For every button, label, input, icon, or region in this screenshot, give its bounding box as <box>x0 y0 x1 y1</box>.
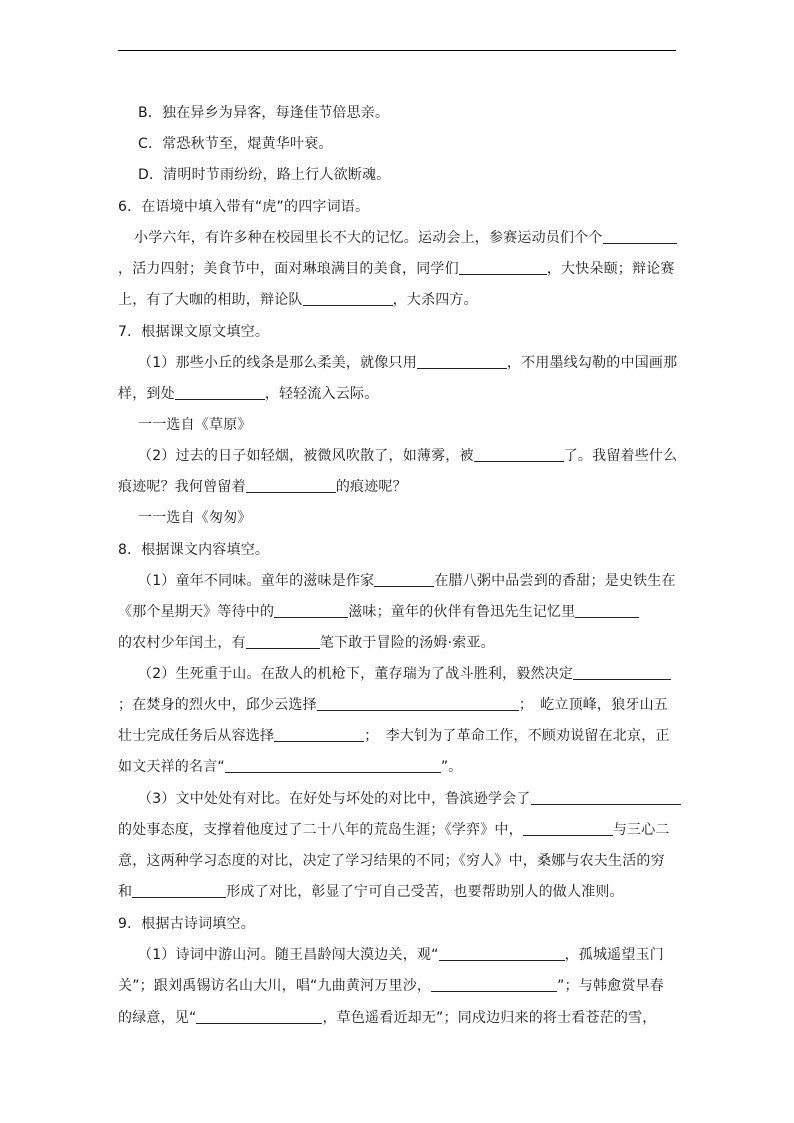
answer-blank[interactable] <box>474 447 564 462</box>
text: 的处事态度，支撑着他度过了二十八年的荒岛生涯；《学弈》中， <box>118 822 523 838</box>
header-rule <box>118 50 676 51</box>
question-9-line <box>118 976 664 996</box>
question-6-line <box>118 259 675 279</box>
text: ，草色遥看近却无”；同戍边归来的将士看苍茫的雪， <box>322 1010 657 1026</box>
answer-blank[interactable] <box>431 977 557 992</box>
text: ，轻轻流入云际。 <box>264 386 379 402</box>
answer-blank[interactable] <box>303 291 393 306</box>
question-8-title: 8．根据课文内容填空。 <box>118 542 270 558</box>
text: （1）诗词中游山河。随王昌龄闯大漠边关，观“ <box>138 947 439 963</box>
text: 笔下敢于冒险的汤姆·索亚。 <box>319 635 495 651</box>
question-9-line <box>118 1008 657 1028</box>
source-congcong: 一一选自《匆匆》 <box>138 510 252 526</box>
text: 在腊八粥中品尝到的香甜；是史铁生在 <box>434 573 676 589</box>
text: 如文天祥的名言“ <box>118 759 225 775</box>
question-8-line <box>138 664 671 684</box>
text: ，大杀四方。 <box>392 292 478 308</box>
question-8-line <box>118 633 495 653</box>
answer-blank[interactable] <box>523 821 613 836</box>
text: 形成了对比，彰显了宁可自己受苦，也要帮助别人的做人准则。 <box>226 884 624 900</box>
text: （2）生死重于山。在敌人的机枪下，董存瑞为了战斗胜利，毅然决定 <box>138 666 574 682</box>
text: ； 屹立顶峰，狼牙山五 <box>518 697 669 713</box>
text: ，孤城遥望玉门 <box>564 947 664 963</box>
question-8-line <box>138 789 681 809</box>
text: 与三心二 <box>612 822 670 838</box>
text: 的农村少年闰土，有 <box>118 635 246 651</box>
question-9-title: 9．根据古诗词填空。 <box>118 916 255 932</box>
answer-blank[interactable] <box>196 1009 322 1024</box>
text: ，不用墨线勾勒的中国画那 <box>506 355 678 371</box>
answer-blank[interactable] <box>573 665 671 680</box>
answer-blank[interactable] <box>439 946 565 961</box>
source-caoyuan: 一一选自《草原》 <box>138 417 252 433</box>
answer-blank[interactable] <box>374 572 434 587</box>
question-8-line <box>118 602 639 622</box>
question-7-line <box>138 446 677 466</box>
answer-blank[interactable] <box>317 696 519 711</box>
answer-blank[interactable] <box>225 758 441 773</box>
question-8-line: 意，这两种学习态度的对比，决定了学习结果的不同；《穷人》中，桑娜与农夫生活的穷 <box>118 853 665 869</box>
question-7-line <box>118 477 407 497</box>
answer-blank[interactable] <box>132 883 226 898</box>
answer-blank[interactable] <box>246 478 336 493</box>
text: 关”；跟刘禹锡访名山大川，唱“九曲黄河万里沙， <box>118 978 432 994</box>
question-8-line <box>118 695 668 715</box>
answer-blank[interactable] <box>175 385 265 400</box>
option-d: D．清明时节雨纷纷，路上行人欲断魂。 <box>138 167 391 183</box>
text: ；在焚身的烈火中，邱少云选择 <box>118 697 317 713</box>
question-8-line <box>138 571 676 591</box>
text: 了。我留着些什么 <box>563 448 678 464</box>
question-7-line <box>118 384 378 404</box>
question-9-line <box>138 945 664 965</box>
question-6-line <box>118 290 478 310</box>
answer-blank[interactable] <box>531 790 681 805</box>
question-8-line <box>118 757 463 777</box>
answer-blank[interactable] <box>417 354 507 369</box>
text: 小学六年，有许多种在校园里长不大的记忆。运动会上，参赛运动员们个个 <box>134 230 603 246</box>
answer-blank[interactable] <box>603 229 677 244</box>
text: ”；与韩愈赏早春 <box>557 978 664 994</box>
text: 痕迹呢？我何曾留着 <box>118 479 246 495</box>
text: ，大快朵颐；辩论赛 <box>546 261 675 277</box>
question-8-line <box>118 820 670 840</box>
question-6-title: 6．在语境中填入带有“虎”的四字词语。 <box>118 199 370 215</box>
text: 的痕迹呢？ <box>335 479 407 495</box>
text: ”。 <box>440 759 463 775</box>
answer-blank[interactable] <box>274 727 364 742</box>
text: ，活力四射；美食节中，面对琳琅满目的美食，同学们 <box>118 261 459 277</box>
answer-blank[interactable] <box>246 634 320 649</box>
question-8-line <box>118 882 624 902</box>
text: （2）过去的日子如轻烟，被微风吹散了，如薄雾，被 <box>138 448 474 464</box>
text: 的绿意，见“ <box>118 1010 197 1026</box>
text: 样，到处 <box>118 386 175 402</box>
answer-blank[interactable] <box>575 603 639 618</box>
text: ； 李大钊为了革命工作，不顾劝说留在北京，正 <box>364 728 670 744</box>
text: 壮士完成任务后从容选择 <box>118 728 275 744</box>
question-7-line <box>138 353 677 373</box>
option-b: B．独在异乡为异客，每逢佳节倍思亲。 <box>138 105 390 121</box>
text: （1）那些小丘的线条是那么柔美，就像只用 <box>138 355 417 371</box>
question-7-title: 7．根据课文原文填空。 <box>118 324 270 340</box>
text: 上，有了大咖的相助，辩论队 <box>118 292 303 308</box>
text: （1）童年不同味。童年的滋味是作家 <box>138 573 375 589</box>
question-6-line <box>134 228 677 248</box>
text: 《那个星期天》等待中的 <box>118 604 275 620</box>
text: 和 <box>118 884 133 900</box>
answer-blank[interactable] <box>459 260 547 275</box>
question-8-line <box>118 726 670 746</box>
option-c: C．常恐秋节至，焜黄华叶衰。 <box>138 136 333 152</box>
answer-blank[interactable] <box>274 603 348 618</box>
text: 滋味；童年的伙伴有鲁迅先生记忆里 <box>348 604 576 620</box>
text: （3）文中处处有对比。在好处与坏处的对比中，鲁滨逊学会了 <box>138 791 531 807</box>
